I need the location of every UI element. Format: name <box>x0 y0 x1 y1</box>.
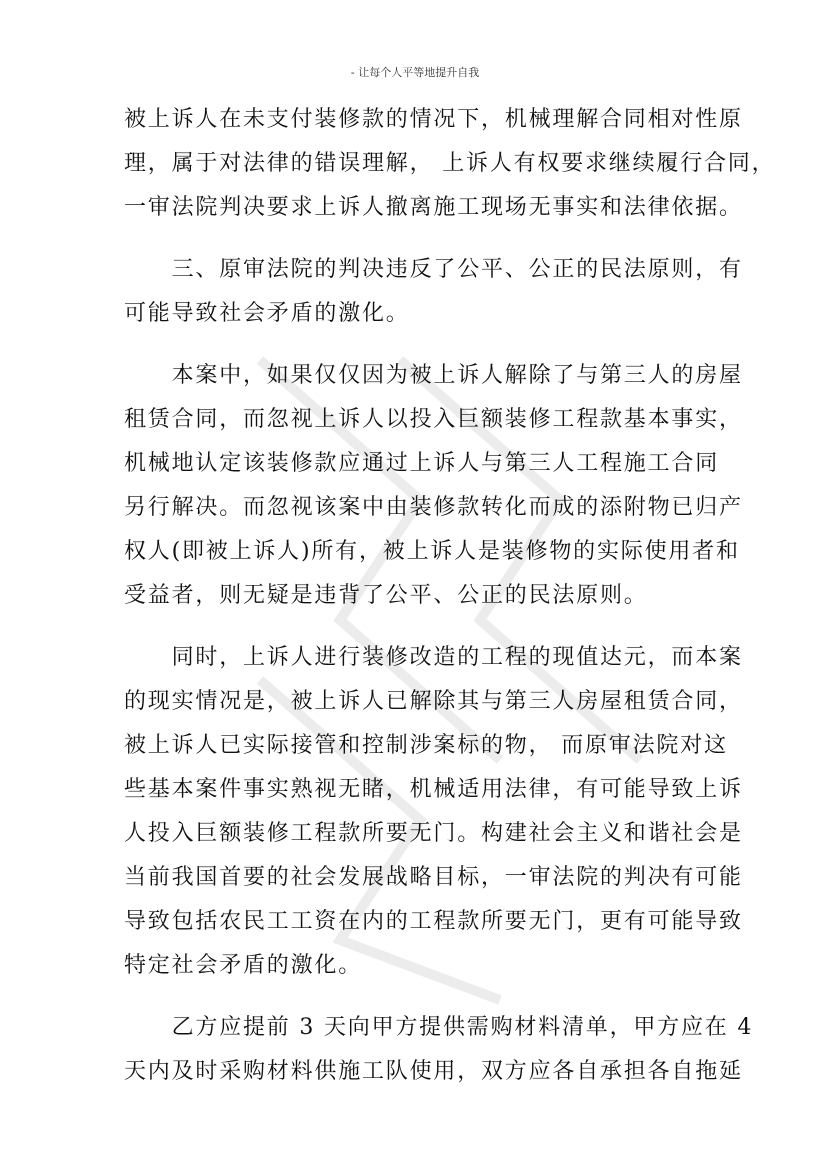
text-line: 机械地认定该装修款应通过上诉人与第三人工程施工合同 <box>124 451 720 476</box>
text-line: 可能导致社会矛盾的激化。 <box>124 301 410 326</box>
text-line: 被上诉人已实际接管和控制涉案标的物， 而原审法院对这 <box>124 733 728 758</box>
page-header: - 让每个人平等地提升自我 <box>350 66 480 79</box>
text-line: 特定社会矛盾的激化。 <box>124 953 363 978</box>
text-line: 理，属于对法律的错误理解， 上诉人有权要求继续履行合同， <box>124 151 776 176</box>
text-line: 人投入巨额装修工程款所要无门。构建社会主义和谐社会是 <box>124 821 743 846</box>
text-line: 三、原审法院的判决违反了公平、公正的民法原则，有 <box>124 257 743 282</box>
document-body <box>124 98 776 1112</box>
text-line: 的现实情况是，被上诉人已解除其与第三人房屋租赁合同， <box>124 689 743 714</box>
paragraph-5 <box>124 1006 754 1094</box>
text-line: 另行解决。而忽视该案中由装修款转化而成的添附物已归产 <box>124 495 743 520</box>
text-line: 受益者，则无疑是违背了公平、公正的民法原则。 <box>124 583 648 608</box>
text-line: 当前我国首要的社会发展战略目标，一审法院的判决有可能 <box>124 865 743 890</box>
text-line: 些基本案件事实熟视无睹，机械适用法律，有可能导致上诉 <box>124 777 743 802</box>
text-line: 乙方应提前 3 天向甲方提供需购材料清单，甲方应在 4 <box>124 1015 754 1040</box>
text-line: 租赁合同，而忽视上诉人以投入巨额装修工程款基本事实， <box>124 407 743 432</box>
paragraph-1 <box>124 98 776 230</box>
text-line: 导致包括农民工工资在内的工程款所要无门，更有可能导致 <box>124 909 743 934</box>
paragraph-2 <box>124 248 743 336</box>
paragraph-3 <box>124 354 743 618</box>
text-line: 同时，上诉人进行装修改造的工程的现值达元，而本案 <box>124 645 743 670</box>
text-line: 本案中，如果仅仅因为被上诉人解除了与第三人的房屋 <box>124 363 743 388</box>
text-line: 权人(即被上诉人)所有，被上诉人是装修物的实际使用者和 <box>124 539 740 564</box>
text-line: 被上诉人在未支付装修款的情况下，机械理解合同相对性原 <box>124 107 743 132</box>
text-line: 一审法院判决要求上诉人撤离施工现场无事实和法律依据。 <box>124 195 743 220</box>
paragraph-4 <box>124 636 743 988</box>
text-line: 天内及时采购材料供施工队使用，双方应各自承担各自拖延 <box>124 1059 743 1084</box>
